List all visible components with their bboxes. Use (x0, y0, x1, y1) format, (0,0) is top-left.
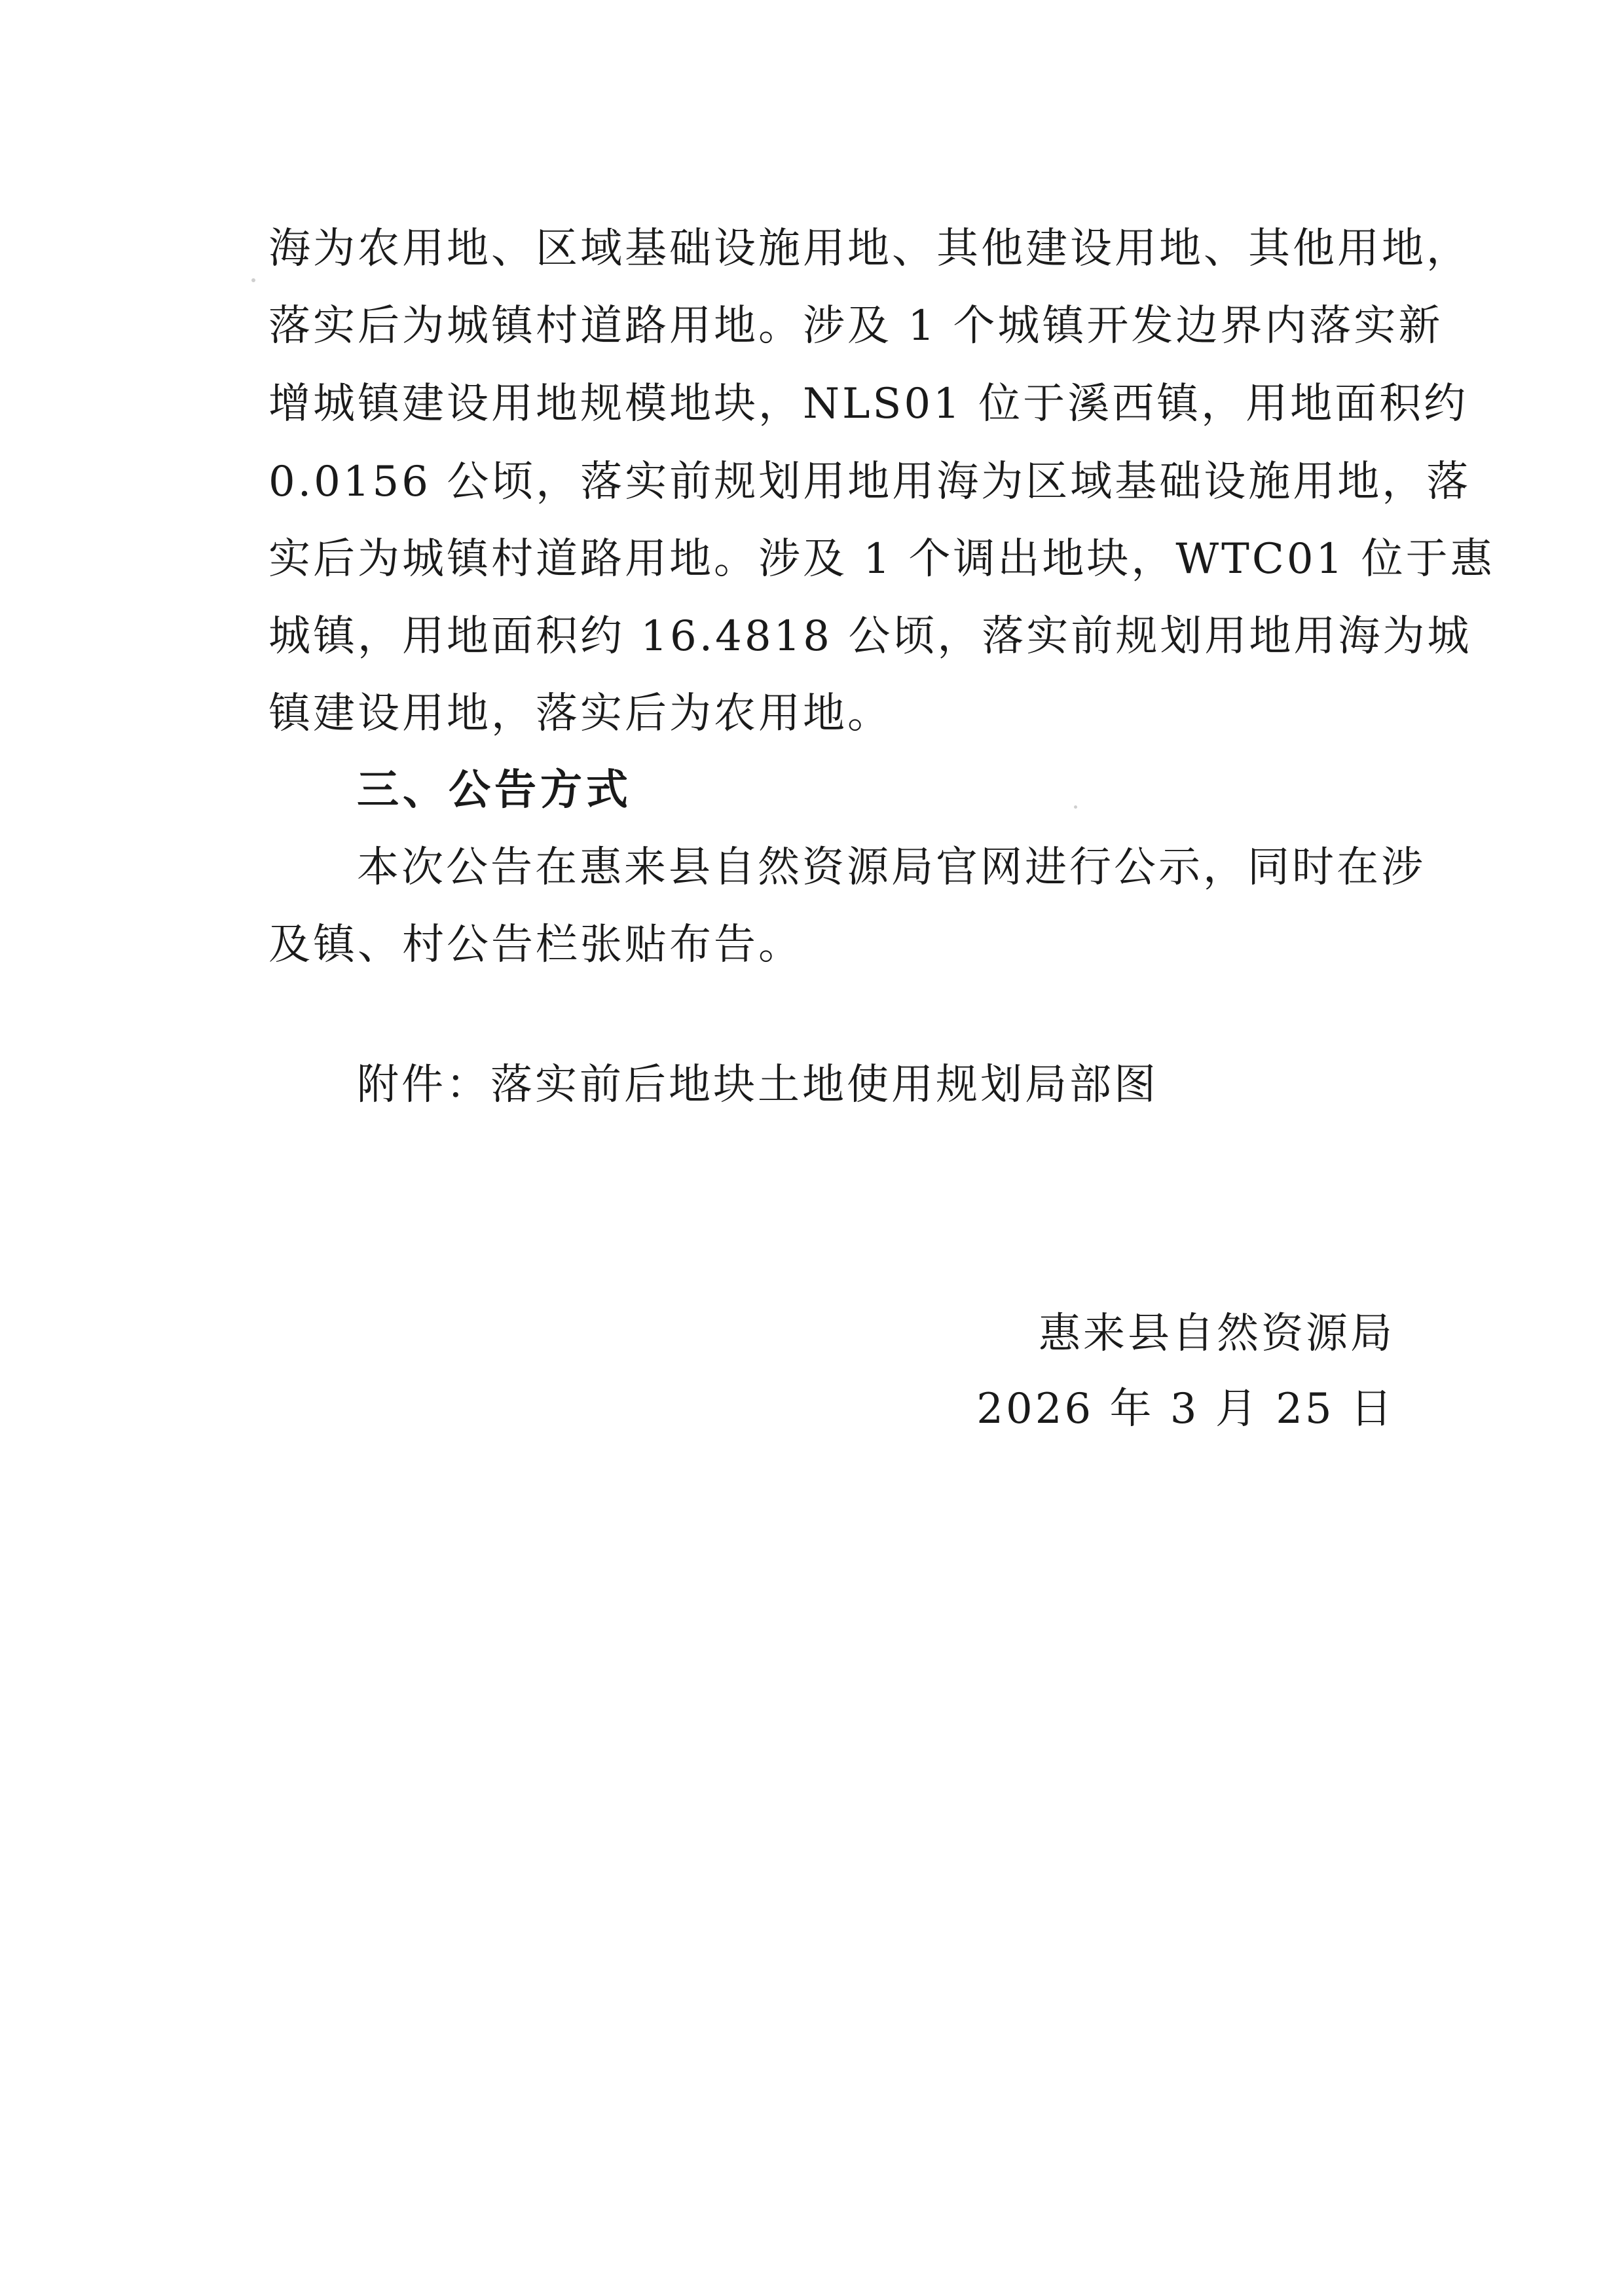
paragraph-line: 0.0156 公顷，落实前规划用地用海为区域基础设施用地，落 (268, 458, 1471, 506)
paragraph-line: 实后为城镇村道路用地。涉及 1 个调出地块，WTC01 位于惠 (268, 535, 1495, 583)
paragraph-line: 及镇、村公告栏张贴布告。 (268, 921, 803, 969)
scan-speck (1074, 805, 1077, 809)
scan-speck (251, 278, 255, 282)
section-heading-announcement-method: 三、公告方式 (357, 766, 632, 815)
paragraph-line: 城镇，用地面积约 16.4818 公顷，落实前规划用地用海为城 (268, 612, 1472, 661)
paragraph-line: 本次公告在惠来县自然资源局官网进行公示，同时在涉 (357, 843, 1426, 892)
paragraph-line: 落实后为城镇村道路用地。涉及 1 个城镇开发边界内落实新 (268, 302, 1443, 350)
signature-date: 2026 年 3 月 25 日 (976, 1385, 1395, 1433)
paragraph-line: 镇建设用地，落实后为农用地。 (268, 689, 892, 738)
attachment-note: 附件：落实前后地块土地使用规划局部图 (357, 1061, 1158, 1109)
paragraph-line: 海为农用地、区域基础设施用地、其他建设用地、其他用地， (268, 225, 1471, 273)
paragraph-line: 增城镇建设用地规模地块，NLS01 位于溪西镇，用地面积约 (268, 380, 1469, 428)
signature-organization: 惠来县自然资源局 (1039, 1310, 1395, 1358)
